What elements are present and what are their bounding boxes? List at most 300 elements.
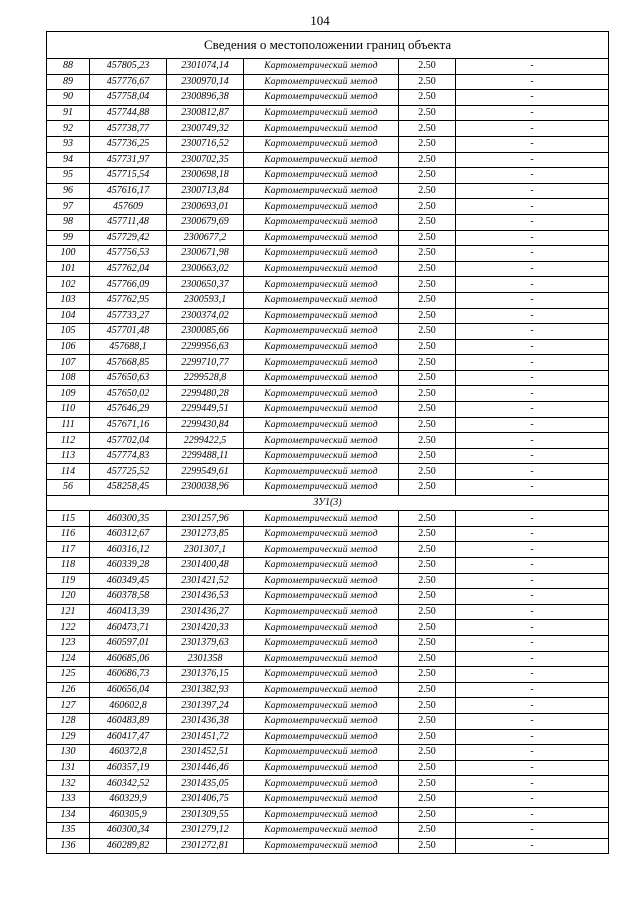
accuracy-cell: 2.50	[399, 59, 456, 75]
x-coordinate: 457671,16	[90, 417, 167, 433]
accuracy-cell: 2.50	[399, 620, 456, 636]
y-coordinate: 2300693,01	[167, 199, 244, 215]
point-number: 88	[47, 59, 90, 75]
description-cell: -	[456, 292, 609, 308]
method-cell: Картометрический метод	[244, 729, 399, 745]
x-coordinate: 457702,04	[90, 433, 167, 449]
point-number: 100	[47, 246, 90, 262]
point-number: 132	[47, 776, 90, 792]
y-coordinate: 2299956,63	[167, 339, 244, 355]
x-coordinate: 457701,48	[90, 324, 167, 340]
accuracy-cell: 2.50	[399, 90, 456, 106]
method-cell: Картометрический метод	[244, 464, 399, 480]
point-number: 90	[47, 90, 90, 106]
y-coordinate: 2299710,77	[167, 355, 244, 371]
accuracy-cell: 2.50	[399, 589, 456, 605]
description-cell: -	[456, 261, 609, 277]
table-row	[47, 59, 609, 75]
description-cell: -	[456, 308, 609, 324]
table-row	[47, 277, 609, 293]
description-cell: -	[456, 713, 609, 729]
y-coordinate: 2301436,38	[167, 713, 244, 729]
method-cell: Картометрический метод	[244, 589, 399, 605]
method-cell: Картометрический метод	[244, 698, 399, 714]
table-row	[47, 448, 609, 464]
point-number: 96	[47, 183, 90, 199]
description-cell: -	[456, 386, 609, 402]
x-coordinate: 457733,27	[90, 308, 167, 324]
accuracy-cell: 2.50	[399, 682, 456, 698]
y-coordinate: 2301435,05	[167, 776, 244, 792]
table-row	[47, 386, 609, 402]
table-row	[47, 480, 609, 496]
table-row	[47, 121, 609, 137]
table-row	[47, 558, 609, 574]
table-row	[47, 246, 609, 262]
description-cell: -	[456, 526, 609, 542]
method-cell: Картометрический метод	[244, 433, 399, 449]
x-coordinate: 457609	[90, 199, 167, 215]
y-coordinate: 2299449,51	[167, 402, 244, 418]
table-row	[47, 526, 609, 542]
table-row	[47, 90, 609, 106]
method-cell: Картометрический метод	[244, 713, 399, 729]
y-coordinate: 2301272,81	[167, 838, 244, 854]
method-cell: Картометрический метод	[244, 823, 399, 839]
y-coordinate: 2300671,98	[167, 246, 244, 262]
accuracy-cell: 2.50	[399, 745, 456, 761]
section-label: ЗУ1(3)	[47, 495, 609, 511]
table-row	[47, 573, 609, 589]
method-cell: Картометрический метод	[244, 370, 399, 386]
x-coordinate: 457711,48	[90, 214, 167, 230]
description-cell: -	[456, 199, 609, 215]
x-coordinate: 460378,58	[90, 589, 167, 605]
method-cell: Картометрический метод	[244, 511, 399, 527]
x-coordinate: 457756,53	[90, 246, 167, 262]
x-coordinate: 457762,04	[90, 261, 167, 277]
accuracy-cell: 2.50	[399, 604, 456, 620]
x-coordinate: 460312,67	[90, 526, 167, 542]
point-number: 99	[47, 230, 90, 246]
table-row	[47, 589, 609, 605]
accuracy-cell: 2.50	[399, 121, 456, 137]
description-cell: -	[456, 324, 609, 340]
point-number: 117	[47, 542, 90, 558]
accuracy-cell: 2.50	[399, 183, 456, 199]
point-number: 122	[47, 620, 90, 636]
x-coordinate: 457668,85	[90, 355, 167, 371]
point-number: 102	[47, 277, 90, 293]
method-cell: Картометрический метод	[244, 136, 399, 152]
description-cell: -	[456, 136, 609, 152]
y-coordinate: 2301382,93	[167, 682, 244, 698]
point-number: 135	[47, 823, 90, 839]
table-row	[47, 370, 609, 386]
x-coordinate: 460349,45	[90, 573, 167, 589]
point-number: 136	[47, 838, 90, 854]
table-row	[47, 542, 609, 558]
method-cell: Картометрический метод	[244, 59, 399, 75]
point-number: 123	[47, 635, 90, 651]
description-cell: -	[456, 105, 609, 121]
description-cell: -	[456, 433, 609, 449]
accuracy-cell: 2.50	[399, 292, 456, 308]
method-cell: Картометрический метод	[244, 339, 399, 355]
table-row	[47, 308, 609, 324]
x-coordinate: 460305,9	[90, 807, 167, 823]
description-cell: -	[456, 417, 609, 433]
table-row	[47, 698, 609, 714]
y-coordinate: 2300698,18	[167, 168, 244, 184]
x-coordinate: 457650,63	[90, 370, 167, 386]
y-coordinate: 2301307,1	[167, 542, 244, 558]
x-coordinate: 460602,8	[90, 698, 167, 714]
x-coordinate: 457805,23	[90, 59, 167, 75]
point-number: 89	[47, 74, 90, 90]
method-cell: Картометрический метод	[244, 480, 399, 496]
method-cell: Картометрический метод	[244, 386, 399, 402]
description-cell: -	[456, 339, 609, 355]
description-cell: -	[456, 838, 609, 854]
accuracy-cell: 2.50	[399, 526, 456, 542]
description-cell: -	[456, 620, 609, 636]
description-cell: -	[456, 214, 609, 230]
y-coordinate: 2299549,61	[167, 464, 244, 480]
y-coordinate: 2301379,63	[167, 635, 244, 651]
table-header-row	[47, 32, 609, 59]
y-coordinate: 2300593,1	[167, 292, 244, 308]
description-cell: -	[456, 729, 609, 745]
accuracy-cell: 2.50	[399, 136, 456, 152]
x-coordinate: 457725,52	[90, 464, 167, 480]
y-coordinate: 2300702,35	[167, 152, 244, 168]
x-coordinate: 460597,01	[90, 635, 167, 651]
y-coordinate: 2299480,28	[167, 386, 244, 402]
x-coordinate: 460342,52	[90, 776, 167, 792]
description-cell: -	[456, 698, 609, 714]
table-row	[47, 402, 609, 418]
accuracy-cell: 2.50	[399, 573, 456, 589]
table-row	[47, 355, 609, 371]
method-cell: Картометрический метод	[244, 402, 399, 418]
accuracy-cell: 2.50	[399, 651, 456, 667]
y-coordinate: 2301273,85	[167, 526, 244, 542]
description-cell: -	[456, 667, 609, 683]
x-coordinate: 460473,71	[90, 620, 167, 636]
x-coordinate: 457731,97	[90, 152, 167, 168]
method-cell: Картометрический метод	[244, 604, 399, 620]
table-row	[47, 74, 609, 90]
method-cell: Картометрический метод	[244, 651, 399, 667]
point-number: 106	[47, 339, 90, 355]
point-number: 107	[47, 355, 90, 371]
table-row	[47, 464, 609, 480]
y-coordinate: 2300663,02	[167, 261, 244, 277]
description-cell: -	[456, 277, 609, 293]
description-cell: -	[456, 74, 609, 90]
accuracy-cell: 2.50	[399, 402, 456, 418]
accuracy-cell: 2.50	[399, 542, 456, 558]
y-coordinate: 2301397,24	[167, 698, 244, 714]
description-cell: -	[456, 480, 609, 496]
table-row	[47, 214, 609, 230]
method-cell: Картометрический метод	[244, 90, 399, 106]
method-cell: Картометрический метод	[244, 168, 399, 184]
description-cell: -	[456, 464, 609, 480]
accuracy-cell: 2.50	[399, 199, 456, 215]
point-number: 120	[47, 589, 90, 605]
point-number: 92	[47, 121, 90, 137]
accuracy-cell: 2.50	[399, 713, 456, 729]
method-cell: Картометрический метод	[244, 308, 399, 324]
y-coordinate: 2301420,33	[167, 620, 244, 636]
y-coordinate: 2301436,27	[167, 604, 244, 620]
table-row	[47, 823, 609, 839]
point-number: 97	[47, 199, 90, 215]
accuracy-cell: 2.50	[399, 807, 456, 823]
accuracy-cell: 2.50	[399, 355, 456, 371]
point-number: 116	[47, 526, 90, 542]
table-row	[47, 292, 609, 308]
y-coordinate: 2300716,52	[167, 136, 244, 152]
x-coordinate: 457758,04	[90, 90, 167, 106]
method-cell: Картометрический метод	[244, 448, 399, 464]
x-coordinate: 457776,67	[90, 74, 167, 90]
y-coordinate: 2300812,87	[167, 105, 244, 121]
y-coordinate: 2299430,84	[167, 417, 244, 433]
point-number: 126	[47, 682, 90, 698]
x-coordinate: 460656,04	[90, 682, 167, 698]
y-coordinate: 2301074,14	[167, 59, 244, 75]
accuracy-cell: 2.50	[399, 480, 456, 496]
description-cell: -	[456, 558, 609, 574]
y-coordinate: 2300896,38	[167, 90, 244, 106]
y-coordinate: 2301421,52	[167, 573, 244, 589]
y-coordinate: 2301446,46	[167, 760, 244, 776]
table-row	[47, 511, 609, 527]
method-cell: Картометрический метод	[244, 183, 399, 199]
table-row	[47, 667, 609, 683]
description-cell: -	[456, 168, 609, 184]
method-cell: Картометрический метод	[244, 417, 399, 433]
method-cell: Картометрический метод	[244, 542, 399, 558]
y-coordinate: 2300038,96	[167, 480, 244, 496]
point-number: 113	[47, 448, 90, 464]
method-cell: Картометрический метод	[244, 776, 399, 792]
point-number: 110	[47, 402, 90, 418]
accuracy-cell: 2.50	[399, 417, 456, 433]
point-number: 94	[47, 152, 90, 168]
x-coordinate: 460372,8	[90, 745, 167, 761]
point-number: 101	[47, 261, 90, 277]
x-coordinate: 457736,25	[90, 136, 167, 152]
table-row	[47, 776, 609, 792]
accuracy-cell: 2.50	[399, 635, 456, 651]
table-title: Сведения о местоположении границ объекта	[47, 32, 609, 59]
y-coordinate: 2301406,75	[167, 791, 244, 807]
x-coordinate: 457715,54	[90, 168, 167, 184]
y-coordinate: 2300970,14	[167, 74, 244, 90]
x-coordinate: 457650,02	[90, 386, 167, 402]
accuracy-cell: 2.50	[399, 464, 456, 480]
method-cell: Картометрический метод	[244, 807, 399, 823]
point-number: 118	[47, 558, 90, 574]
point-number: 131	[47, 760, 90, 776]
accuracy-cell: 2.50	[399, 277, 456, 293]
description-cell: -	[456, 90, 609, 106]
table-row	[47, 745, 609, 761]
point-number: 125	[47, 667, 90, 683]
method-cell: Картометрический метод	[244, 105, 399, 121]
method-cell: Картометрический метод	[244, 838, 399, 854]
accuracy-cell: 2.50	[399, 324, 456, 340]
x-coordinate: 460289,82	[90, 838, 167, 854]
y-coordinate: 2301279,12	[167, 823, 244, 839]
description-cell: -	[456, 651, 609, 667]
method-cell: Картометрический метод	[244, 246, 399, 262]
accuracy-cell: 2.50	[399, 246, 456, 262]
table-row	[47, 838, 609, 854]
y-coordinate: 2301376,15	[167, 667, 244, 683]
description-cell: -	[456, 355, 609, 371]
x-coordinate: 457688,1	[90, 339, 167, 355]
method-cell: Картометрический метод	[244, 682, 399, 698]
x-coordinate: 457616,17	[90, 183, 167, 199]
table-row	[47, 604, 609, 620]
accuracy-cell: 2.50	[399, 729, 456, 745]
x-coordinate: 460413,39	[90, 604, 167, 620]
page-number: 104	[310, 13, 330, 28]
description-cell: -	[456, 573, 609, 589]
y-coordinate: 2301309,55	[167, 807, 244, 823]
x-coordinate: 460483,89	[90, 713, 167, 729]
table-row	[47, 199, 609, 215]
accuracy-cell: 2.50	[399, 105, 456, 121]
point-number: 129	[47, 729, 90, 745]
table-row	[47, 417, 609, 433]
point-number: 105	[47, 324, 90, 340]
description-cell: -	[456, 682, 609, 698]
x-coordinate: 460300,34	[90, 823, 167, 839]
point-number: 134	[47, 807, 90, 823]
description-cell: -	[456, 511, 609, 527]
y-coordinate: 2300374,02	[167, 308, 244, 324]
accuracy-cell: 2.50	[399, 308, 456, 324]
method-cell: Картометрический метод	[244, 199, 399, 215]
section-row	[47, 495, 609, 511]
accuracy-cell: 2.50	[399, 339, 456, 355]
description-cell: -	[456, 823, 609, 839]
description-cell: -	[456, 448, 609, 464]
description-cell: -	[456, 370, 609, 386]
method-cell: Картометрический метод	[244, 760, 399, 776]
accuracy-cell: 2.50	[399, 230, 456, 246]
description-cell: -	[456, 760, 609, 776]
x-coordinate: 460686,73	[90, 667, 167, 683]
point-number: 124	[47, 651, 90, 667]
description-cell: -	[456, 59, 609, 75]
y-coordinate: 2301436,53	[167, 589, 244, 605]
point-number: 128	[47, 713, 90, 729]
point-number: 98	[47, 214, 90, 230]
point-number: 111	[47, 417, 90, 433]
x-coordinate: 460685,06	[90, 651, 167, 667]
accuracy-cell: 2.50	[399, 433, 456, 449]
method-cell: Картометрический метод	[244, 355, 399, 371]
table-row	[47, 729, 609, 745]
table-row	[47, 682, 609, 698]
method-cell: Картометрический метод	[244, 230, 399, 246]
table-row	[47, 168, 609, 184]
x-coordinate: 460329,9	[90, 791, 167, 807]
table-row	[47, 339, 609, 355]
y-coordinate: 2300677,2	[167, 230, 244, 246]
y-coordinate: 2301400,48	[167, 558, 244, 574]
boundary-coordinates-table	[46, 31, 609, 854]
accuracy-cell: 2.50	[399, 776, 456, 792]
table-row	[47, 152, 609, 168]
point-number: 103	[47, 292, 90, 308]
y-coordinate: 2301452,51	[167, 745, 244, 761]
method-cell: Картометрический метод	[244, 667, 399, 683]
method-cell: Картометрический метод	[244, 74, 399, 90]
point-number: 130	[47, 745, 90, 761]
table-row	[47, 433, 609, 449]
x-coordinate: 460357,19	[90, 760, 167, 776]
point-number: 91	[47, 105, 90, 121]
y-coordinate: 2300749,32	[167, 121, 244, 137]
accuracy-cell: 2.50	[399, 214, 456, 230]
point-number: 95	[47, 168, 90, 184]
method-cell: Картометрический метод	[244, 573, 399, 589]
y-coordinate: 2300085,66	[167, 324, 244, 340]
x-coordinate: 457738,77	[90, 121, 167, 137]
method-cell: Картометрический метод	[244, 558, 399, 574]
point-number: 133	[47, 791, 90, 807]
y-coordinate: 2299422,5	[167, 433, 244, 449]
point-number: 104	[47, 308, 90, 324]
accuracy-cell: 2.50	[399, 261, 456, 277]
method-cell: Картометрический метод	[244, 620, 399, 636]
x-coordinate: 457762,95	[90, 292, 167, 308]
method-cell: Картометрический метод	[244, 121, 399, 137]
method-cell: Картометрический метод	[244, 791, 399, 807]
table-row	[47, 791, 609, 807]
point-number: 112	[47, 433, 90, 449]
table-row	[47, 105, 609, 121]
accuracy-cell: 2.50	[399, 152, 456, 168]
y-coordinate: 2300713,84	[167, 183, 244, 199]
y-coordinate: 2299488,11	[167, 448, 244, 464]
description-cell: -	[456, 635, 609, 651]
x-coordinate: 457774,83	[90, 448, 167, 464]
description-cell: -	[456, 246, 609, 262]
description-cell: -	[456, 807, 609, 823]
method-cell: Картометрический метод	[244, 152, 399, 168]
table-row	[47, 324, 609, 340]
method-cell: Картометрический метод	[244, 292, 399, 308]
description-cell: -	[456, 402, 609, 418]
description-cell: -	[456, 589, 609, 605]
table-row	[47, 760, 609, 776]
method-cell: Картометрический метод	[244, 277, 399, 293]
method-cell: Картометрический метод	[244, 526, 399, 542]
accuracy-cell: 2.50	[399, 370, 456, 386]
point-number: 93	[47, 136, 90, 152]
accuracy-cell: 2.50	[399, 760, 456, 776]
point-number: 121	[47, 604, 90, 620]
